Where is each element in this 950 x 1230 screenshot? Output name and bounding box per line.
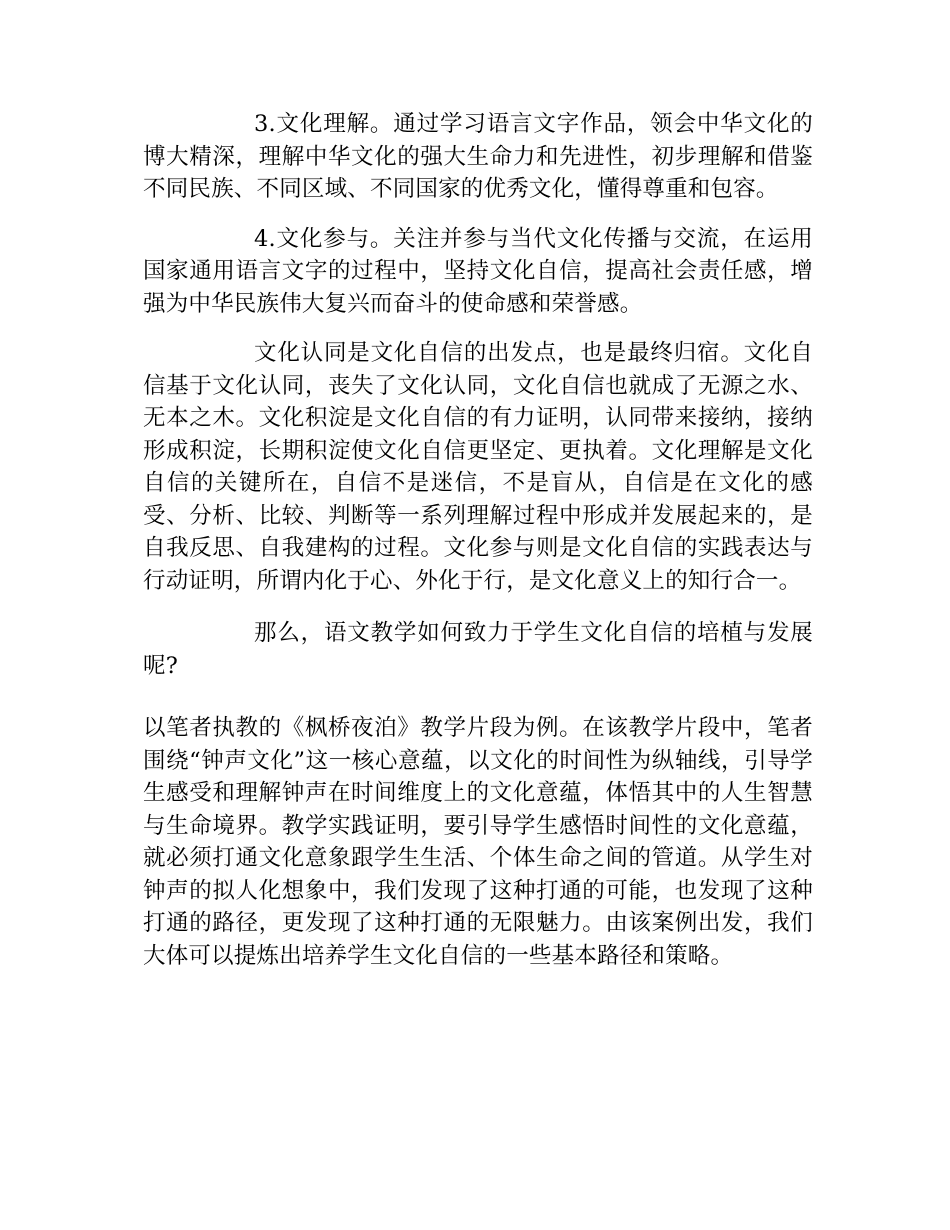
paragraph-case-study: 以笔者执教的《枫桥夜泊》教学片段为例。在该教学片段中，笔者围绕“钟声文化”这一核心意蕴，以文化的时间性为纵轴线，引导学生感受和理解钟声在时间维度上的文化意蕴，体悟其中的人生智慧与生命境界。教学实践证明，要引导学生感悟时间性的文化意蕴，就必须打通文化意象跟学生生活、个体生命之间的管道。从学生对钟声的拟人化想象中，我们发现了这种打通的可能，也发现了这种打通的路径，更发现了这种打通的无限魅力。由该案例出发，我们大体可以提炼出培养学生文化自信的一些基本路径和策略。 xyxy=(143,715,813,969)
paragraph-cultural-participation: 4.文化参与。关注并参与当代文化传播与交流，在运用国家通用语言文字的过程中，坚持文化自信，提高社会责任感，增强为中华民族伟大复兴而奋斗的使命感和荣誉感。 xyxy=(143,225,813,317)
paragraph-cultural-understanding: 3.文化理解。通过学习语言文字作品，领会中华文化的博大精深，理解中华文化的强大生命力和先进性，初步理解和借鉴不同民族、不同区域、不同国家的优秀文化，懂得尊重和包容。 xyxy=(143,111,813,202)
paragraph-cultural-identity: 文化认同是文化自信的出发点，也是最终归宿。文化自信基于文化认同，丧失了文化认同，文化自信也就成了无源之水、无本之木。文化积淀是文化自信的有力证明，认同带来接纳，接纳形成积淀，长期积淀使文化自信更坚定、更执着。文化理解是文化自信的关键所在，自信不是迷信，不是盲从，自信是在文化的感受、分析、比较、判断等一系列理解过程中形成并发展起来的，是自我反思、自我建构的过程。文化参与则是文化自信的实践表达与行动证明，所谓内化于心、外化于行，是文化意义上的知行合一。 xyxy=(143,340,813,594)
document-page xyxy=(143,108,813,972)
paragraph-question: 那么，语文教学如何致力于学生文化自信的培植与发展呢? xyxy=(143,620,813,679)
